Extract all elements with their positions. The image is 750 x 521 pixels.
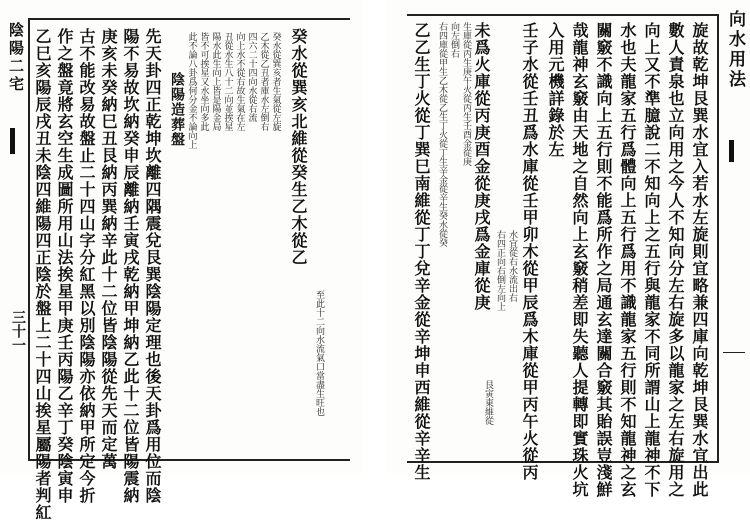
text-column: 哉龍神玄竅由天地之自然向上玄竅稍差即失聽人提轉即實珠火坑	[570, 22, 589, 498]
text-column: 向上又不準臆說二不知向上之五行與龍家不同所謂山上龍神不下	[642, 22, 661, 498]
verse-line: 癸水從巽亥北維從癸生乙木從乙	[289, 28, 308, 266]
text-column: 水也夫龍家五行爲體向上五行爲用不識龍家五行則不知龍神之玄	[618, 22, 637, 498]
note-column: 陽水此生向上皆是陽金局	[210, 32, 221, 131]
rule-note: 水宜從右水流出右	[507, 230, 517, 302]
left-page	[0, 0, 363, 521]
text-column: 庚亥未癸納巳丑艮納丙巽納辛此十二位皆陰陽從先天而定萬	[99, 28, 118, 470]
left-top-rule	[28, 18, 350, 20]
note-column: 皆不可挨星又水坐向多此	[198, 32, 209, 131]
note-column: 乙木從乙丑者庫水左倒右	[258, 32, 269, 131]
note-column: 癸水從巽亥者生氣從左旋	[270, 32, 281, 131]
note-column: 四六二十四向水從右流	[246, 32, 257, 122]
verse-note: 至此十二向水流氣口當盡生旺也	[314, 290, 324, 416]
rule-note: 艮寅東維從	[483, 380, 493, 425]
rule-line: 乙乙生丁火從丁巽巳南維從丁丁兌辛金從辛坤申西維從辛辛生	[412, 22, 431, 481]
note-column: 此不論八卦爲何分金不論向上	[186, 32, 197, 149]
page-number: 三十一	[10, 310, 26, 352]
rule-note: 生庫從丙生庚午火從丙生壬酉金從庚	[461, 22, 471, 166]
text-column: 入用元機詳錄於左	[546, 22, 565, 158]
left-outer-rule	[28, 18, 30, 461]
subheading: 陰陽造葬盤	[169, 72, 185, 147]
rule-note: 右四庫從甲生乙木從乙生丁火從丁生辛金從辛生癸水從癸	[437, 22, 447, 247]
note-column: 向上水不從右故生氣在左	[234, 32, 245, 131]
text-column: 作之盤竟將玄空生成圖所用山法挨星甲庚壬丙陽乙辛丁癸陰寅申	[55, 28, 74, 504]
side-title: 陰陽二宅	[7, 22, 25, 94]
text-column: 關竅不識向上五行則不能爲所作之局通玄達關合竅其貽誤豈淺鮮	[594, 22, 613, 498]
fishtail-mark	[10, 128, 15, 154]
text-column: 旋故乾坤艮巽水宜入若水左旋則宜略兼四庫向乾坤艮巽水宜出此	[690, 22, 709, 498]
margin-tick	[723, 352, 745, 353]
book-gutter	[363, 0, 387, 473]
rule-note: 右四正向右倒左向上	[495, 230, 505, 311]
text-column: 陽不易故坎納癸申辰離納壬寅戌乾納甲坤納乙此十二位皆陽震納	[121, 28, 140, 504]
running-title: 向水用法	[725, 10, 745, 90]
text-column: 數人責泉也立向用之今人不知向分左右旋多以龍家之左右旋用之	[666, 22, 685, 498]
rule-line: 壬子水從壬丑爲水庫從壬甲卯木從甲辰爲木庫從甲丙午火從丙	[520, 22, 539, 481]
right-top-rule	[407, 14, 717, 16]
text-column: 古不能改易故盤止二十四山字分紅黑以別陰陽亦依納甲所定今折	[77, 28, 96, 504]
right-page	[387, 0, 750, 498]
rule-line: 未爲火庫從丙庚酉金從庚戌爲金庫從庚	[472, 22, 491, 311]
note-column: 丑從水生八十二向並挨星	[222, 32, 233, 131]
fishtail-mark	[729, 140, 734, 162]
text-column: 乙巳亥陽辰戌丑未陰四維陽四正陰於盤上二十四山挨星屬陽者判紅	[33, 28, 52, 521]
right-outer-rule	[717, 14, 719, 463]
text-column: 先天卦四正乾坤坎離四隅震兌艮巽陰陽定理也後天卦爲用位而陰	[143, 28, 162, 504]
rule-note: 向左倒右	[449, 22, 459, 58]
